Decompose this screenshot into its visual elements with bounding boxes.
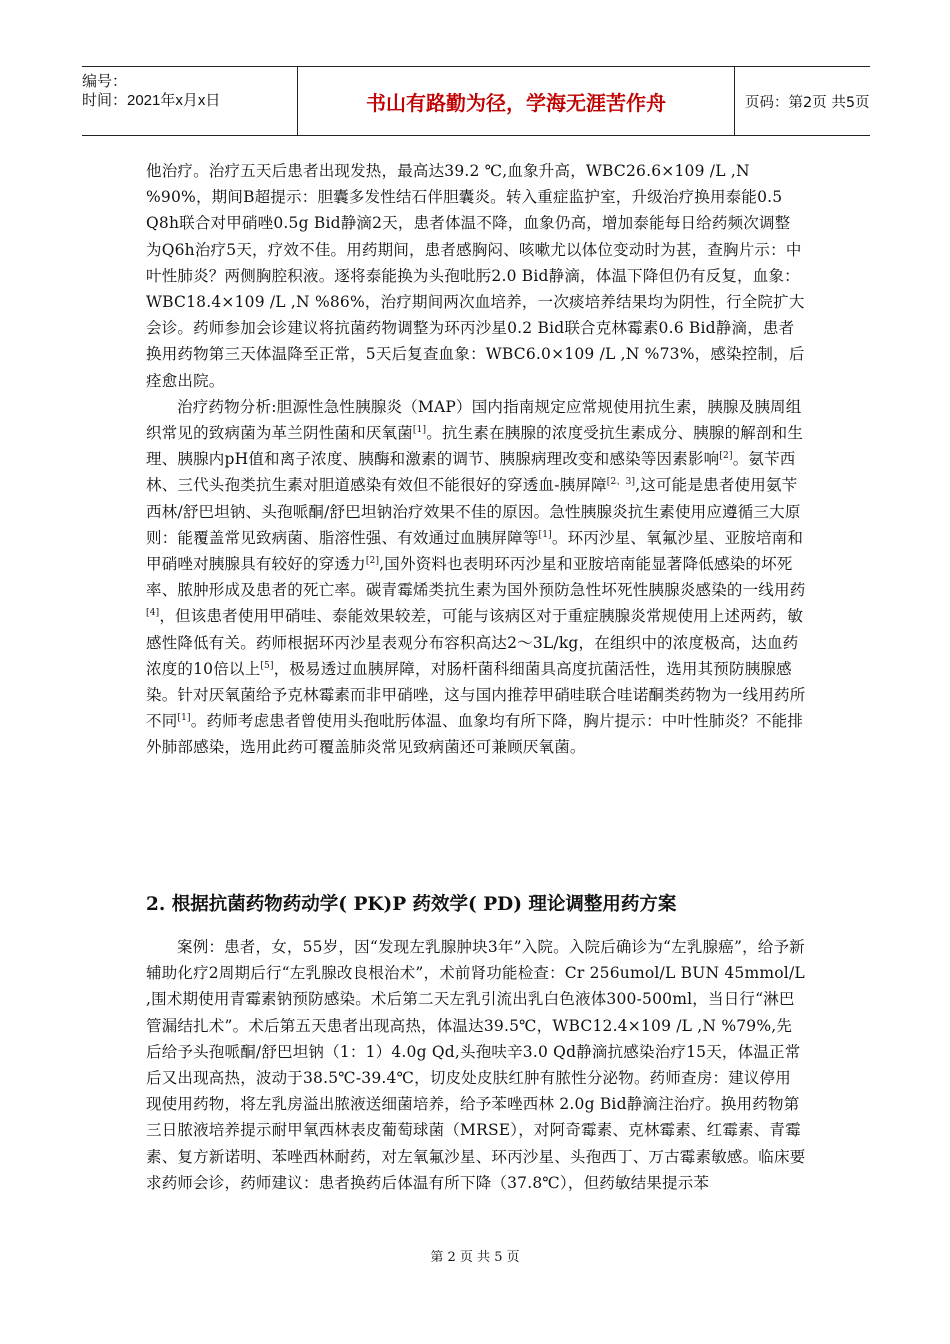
citation: [2、3] bbox=[606, 477, 636, 488]
citation: [1] bbox=[177, 713, 191, 724]
document-number-label: 编号： bbox=[82, 73, 128, 90]
text-run: ,国外资料也表明环丙沙星和亚胺培南能显著降低感染的坏死率、脓肿形成及患者的死亡率。碳青霉烯类抗生素为国外预防急性坏死性胰腺炎感染的一线用药 bbox=[146, 555, 806, 600]
text-run: 。抗生素在胰腺的浓度受抗生素成分、胰腺的解剖和生理、胰腺内pH值和离子浓度、胰酶和激素的调节、胰腺病理改变和感染等因素影响 bbox=[146, 424, 804, 469]
citation: [4] bbox=[146, 608, 160, 619]
text-run: ，极易透过血胰屏障，对肠杆菌科细菌具高度抗菌活性，选用其预防胰腺感染。针对厌氧菌给予克林霉素而非甲硝唑，这与国内推荐甲硝哇联合哇诺酮类药物为一线用药所不同 bbox=[146, 659, 806, 731]
text-run: 。环丙沙星、氧氟沙星、亚胺培南和甲硝唑对胰腺具有较好的穿透力 bbox=[146, 528, 804, 574]
page-footer: 第 2 页 共 5 页 bbox=[430, 1250, 520, 1265]
body-section-2 bbox=[146, 934, 806, 1196]
text-run: 。氨苄西林、三代头孢类抗生素对胆道感染有效但不能很好的穿透血-胰屏障 bbox=[146, 450, 796, 495]
section-heading: 2. 根据抗菌药物药动学( PK)P 药效学( PD) 理论调整用药方案 bbox=[146, 894, 677, 915]
citation: [2] bbox=[365, 555, 380, 566]
citation: [5] bbox=[260, 660, 274, 671]
header-meta bbox=[82, 67, 297, 135]
citation: [1] bbox=[538, 529, 552, 540]
page-header bbox=[82, 66, 870, 136]
paragraph-case-continued: 他治疗。治疗五天后患者出现发热，最高达39.2 ℃,血象升高，WBC26.6×109 /L ,N %90%，期间B超提示：胆囊多发性结石伴胆囊炎。转入重症监护室，升级治疗换用泰能0.5 Q8h联合对甲硝唑0.5g Bid静滴2天，患者体温不降，血象仍高，增加泰能每日给药频次调整为Q6h治疗5天，疗效不佳。用药期间，患者感胸闷、咳嗽尤以体位变动时为甚，查胸片示：中叶性肺炎？两侧胸腔积液。逐将泰能换为头孢吡肟2.0 Bid静滴，体温下降但仍有反复，血象：WBC18.4×109 /L ,N %86%，治疗期间两次血培养，一次痰培养结果均为阴性，行全院扩大会诊。药师参加会诊建议将抗菌药物调整为环丙沙星0.2 Bid联合克林霉素0.6 Bid静滴，患者换用药物第三天体温降至正常，5天后复查血象：WBC6.0×109 /L ,N %73%，感染控制，后痊愈出院。 bbox=[146, 162, 805, 390]
header-page-number: 页码：第2页 共5页 bbox=[745, 94, 870, 111]
document-date-label: 时间：2021年x月x日 bbox=[82, 92, 221, 109]
text-run: 治疗药物分析:胆源性急性胰腺炎（MAP）国内指南规定应常规使用抗生素，胰腺及胰周组织常见的致病菌为革兰阴性菌和厌氧菌 bbox=[146, 397, 802, 443]
text-run: ,这可能是患者使用氨苄西林/舒巴坦钠、头孢哌酮/舒巴坦钠治疗效果不佳的原因。急性胰腺炎抗生素使用应遵循三大原则：能覆盖常见致病菌、脂溶性强、有效通过血胰屏障等 bbox=[146, 476, 801, 547]
text-run: 。药师考虑患者曾使用头孢吡肟体温、血象均有所下降，胸片提示：中叶性肺炎？不能排外肺部感染，选用此药可覆盖肺炎常见致病菌还可兼顾厌氧菌。 bbox=[146, 712, 804, 757]
text-run: ，但该患者使用甲硝哇、泰能效果较差，可能与该病区对于重症胰腺炎常规使用上述两药，敏感性降低有关。药师根据环丙沙星表观分布容积高达2～3L/kg，在组织中的浓度极高，达血药浓度的10倍以上 bbox=[146, 607, 804, 678]
citation: [1] bbox=[412, 424, 427, 435]
body-section-1 bbox=[146, 158, 806, 761]
paragraph-case-2: 案例：患者，女，55岁，因“发现左乳腺肿块3年”入院。入院后确诊为“左乳腺癌”，给予新辅助化疗2周期后行“左乳腺改良根治术”，术前肾功能检查：Cr 256umol/L BUN 45mmol/L ,围术期使用青霉素钠预防感染。术后第二天左乳引流出乳白色液体300-500ml，当日行“淋巴管漏结扎术”。术后第五天患者出现高热，体温达39.5℃，WBC12.4×109 /L ,N %79%,先后给予头孢哌酮/舒巴坦钠（1：1）4.0g Qd,头孢呋辛3.0 Qd静滴抗感染治疗15天，体温正常后又出现高热，波动于38.5℃-39.4℃，切皮处皮肤红肿有脓性分泌物。药师查房：建议停用现使用药物，将左乳房溢出脓液送细菌培养，给予苯唑西林 2.0g Bid静滴注治疗。换用药物第三日脓液培养提示耐甲氧西林表皮葡萄球菌（MRSE），对阿奇霉素、克林霉素、红霉素、青霉素、复方新诺明、苯唑西林耐药，对左氧氟沙星、环丙沙星、头孢西丁、万古霉素敏感。临床要求药师会诊，药师建议：患者换药后体温有所下降（37.8℃），但药敏结果提示苯 bbox=[146, 938, 806, 1192]
citation: [2] bbox=[719, 451, 733, 462]
paragraph-drug-analysis bbox=[146, 394, 806, 761]
header-motto: 书山有路勤为径，学海无涯苦作舟 bbox=[297, 67, 735, 135]
